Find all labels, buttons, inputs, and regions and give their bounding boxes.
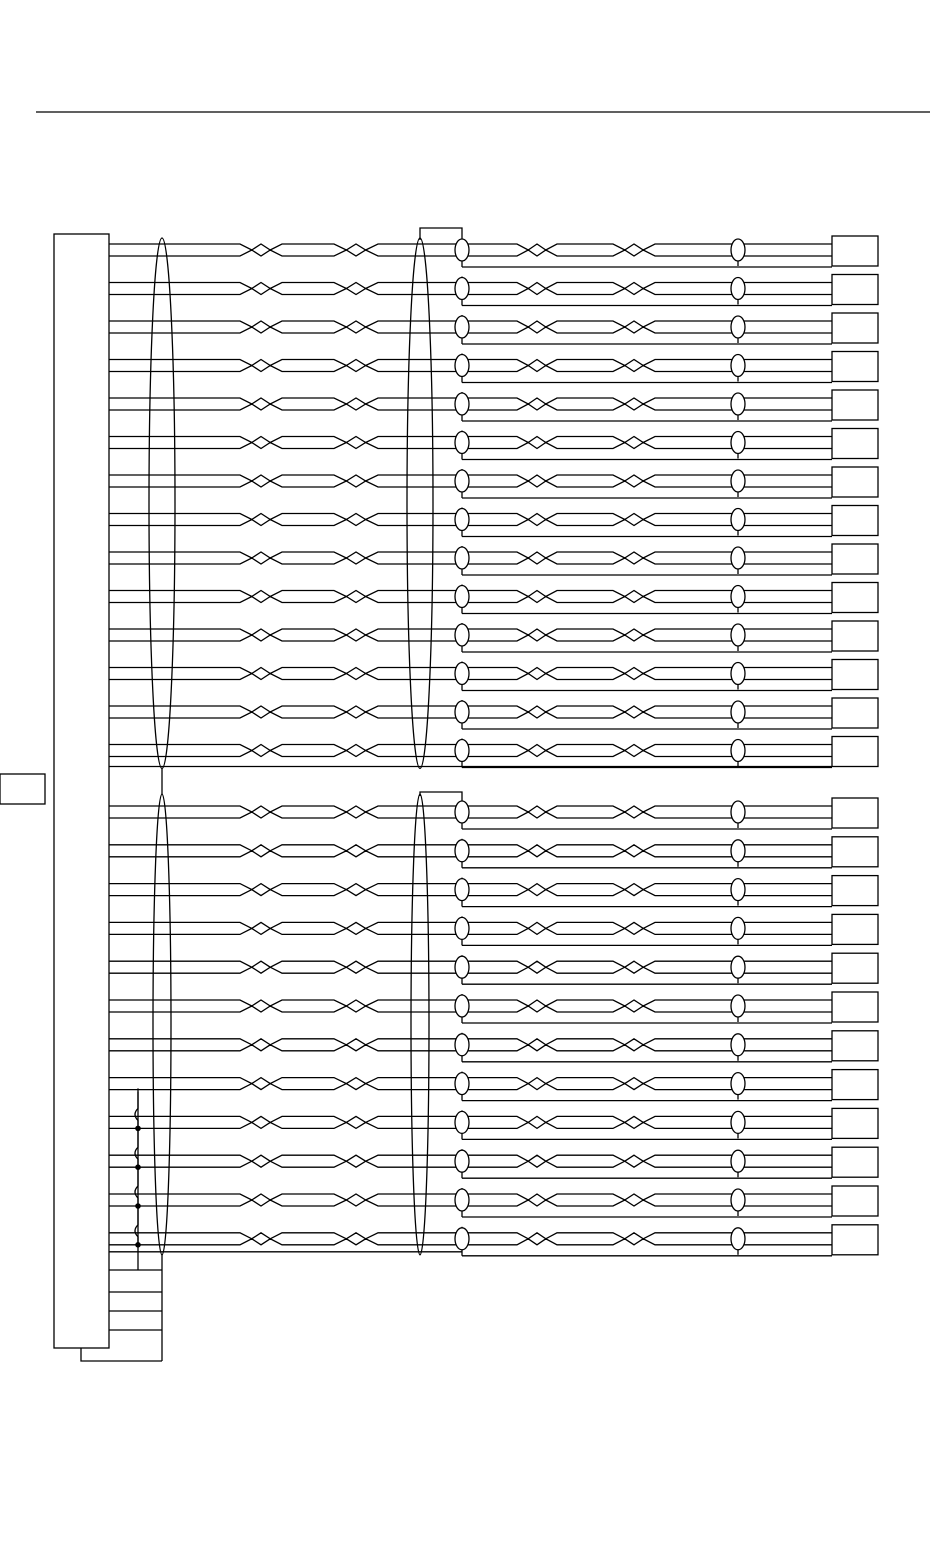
terminal-box	[832, 390, 878, 420]
pair-shield-ring	[731, 278, 745, 300]
conductor-a	[109, 552, 832, 558]
conductor-a	[109, 922, 832, 928]
pair-shield-ring	[455, 879, 469, 901]
conductor-a	[109, 283, 832, 289]
pair-shield-ring	[455, 740, 469, 762]
pair-shield-ring	[455, 1034, 469, 1056]
wire-pair	[109, 737, 878, 768]
overall-shield-lower-right	[411, 794, 429, 1255]
pair-shield-ring	[731, 663, 745, 685]
pair-shield-ring	[455, 509, 469, 531]
pair-shield-ring	[731, 547, 745, 569]
terminal-box	[832, 1031, 878, 1061]
terminal-box	[832, 914, 878, 944]
pair-shield-ring	[455, 1228, 469, 1250]
pair-shield-ring	[731, 1150, 745, 1172]
conductor-a	[109, 360, 832, 366]
pair-shield-ring	[455, 1111, 469, 1133]
conductor-b	[109, 751, 832, 757]
pair-shield-ring	[731, 1034, 745, 1056]
conductor-b	[109, 520, 832, 526]
conductor-b	[109, 597, 832, 603]
pair-shield-ring	[455, 1073, 469, 1095]
pair-shield-ring	[455, 316, 469, 338]
conductor-a	[109, 437, 832, 443]
terminal-box	[832, 660, 878, 690]
conductor-a	[109, 244, 832, 250]
conductor-b	[109, 635, 832, 641]
conductor-a	[109, 591, 832, 597]
main-connector-block	[54, 234, 109, 1348]
conductor-b	[109, 812, 832, 818]
wire-pairs	[109, 236, 878, 1256]
pair-shield-ring	[731, 316, 745, 338]
wire-pair	[109, 1186, 878, 1217]
terminal-box	[832, 737, 878, 767]
wire-pair	[109, 390, 878, 421]
conductor-b	[109, 712, 832, 718]
terminal-box	[832, 506, 878, 536]
overall-shield-upper-right	[407, 238, 433, 769]
wire-pair	[109, 660, 878, 691]
pair-shield-ring	[455, 624, 469, 646]
conductor-a	[109, 629, 832, 635]
terminal-box	[832, 1070, 878, 1100]
pair-shield-ring	[455, 917, 469, 939]
conductor-b	[109, 1161, 832, 1167]
conductor-b	[109, 1006, 832, 1012]
conductor-b	[109, 1084, 832, 1090]
pair-shield-ring	[455, 239, 469, 261]
pair-shield-ring	[455, 1189, 469, 1211]
conductor-a	[109, 706, 832, 712]
terminal-box	[832, 236, 878, 266]
terminal-box	[832, 467, 878, 497]
overall-shield-upper-left	[149, 238, 175, 769]
pair-shield-ring	[731, 840, 745, 862]
pair-shield-ring	[731, 1228, 745, 1250]
conductor-a	[109, 745, 832, 751]
conductor-a	[109, 961, 832, 967]
conductor-b	[109, 558, 832, 564]
wire-pair	[109, 544, 878, 575]
pair-shield-ring	[731, 509, 745, 531]
wire-pair	[109, 1031, 878, 1062]
wire-pair	[109, 1147, 878, 1178]
pair-shield-ring	[731, 956, 745, 978]
conductor-b	[109, 404, 832, 410]
pair-shield-ring	[455, 355, 469, 377]
wire-pair	[109, 236, 878, 267]
pair-shield-ring	[731, 393, 745, 415]
conductor-a	[109, 1233, 832, 1239]
wire-pair	[109, 876, 878, 907]
conductor-b	[109, 1200, 832, 1206]
terminal-box	[832, 621, 878, 651]
terminal-box	[832, 313, 878, 343]
wire-pair	[109, 429, 878, 460]
conductor-a	[109, 884, 832, 890]
terminal-box	[832, 953, 878, 983]
pair-shield-ring	[731, 1073, 745, 1095]
conductor-b	[109, 674, 832, 680]
pair-shield-ring	[731, 801, 745, 823]
wire-pair	[109, 1108, 878, 1139]
wire-pair	[109, 275, 878, 306]
conductor-b	[109, 1239, 832, 1245]
wire-pair	[109, 837, 878, 868]
shield-drain	[420, 228, 462, 240]
terminal-box	[832, 544, 878, 574]
pair-shield-ring	[455, 663, 469, 685]
conductor-a	[109, 398, 832, 404]
pair-shield-ring	[455, 393, 469, 415]
conductor-a	[109, 1116, 832, 1122]
conductor-b	[109, 289, 832, 295]
pair-shield-ring	[455, 956, 469, 978]
wire-pair	[109, 467, 878, 498]
conductor-a	[109, 514, 832, 520]
pair-shield-ring	[455, 547, 469, 569]
terminal-box	[832, 275, 878, 305]
conductor-a	[109, 1194, 832, 1200]
pair-shield-ring	[455, 801, 469, 823]
terminal-box	[832, 1108, 878, 1138]
terminal-box	[832, 876, 878, 906]
pair-shield-ring	[455, 995, 469, 1017]
conductor-a	[109, 806, 832, 812]
conductor-a	[109, 1155, 832, 1161]
wire-pair	[109, 798, 878, 829]
conductor-a	[109, 1039, 832, 1045]
conductor-b	[109, 1045, 832, 1051]
pair-shield-ring	[731, 740, 745, 762]
terminal-box	[832, 1147, 878, 1177]
terminal-box	[832, 1225, 878, 1255]
wire-pair	[109, 992, 878, 1023]
pair-shield-ring	[455, 470, 469, 492]
pair-shield-ring	[731, 1189, 745, 1211]
pair-shield-ring	[731, 701, 745, 723]
conductor-b	[109, 481, 832, 487]
conductor-a	[109, 321, 832, 327]
terminal-box	[832, 352, 878, 382]
shield-drain	[420, 792, 462, 800]
pair-shield-ring	[731, 917, 745, 939]
terminal-box	[832, 429, 878, 459]
conductor-b	[109, 250, 832, 256]
overall-shield-lower-left	[153, 794, 171, 1255]
conductor-b	[109, 928, 832, 934]
conductor-a	[109, 475, 832, 481]
conductor-b	[109, 443, 832, 449]
conductor-a	[109, 1078, 832, 1084]
wire-pair	[109, 914, 878, 945]
terminal-box	[832, 583, 878, 613]
wire-pair	[109, 621, 878, 652]
conductor-a	[109, 845, 832, 851]
pair-shield-ring	[455, 1150, 469, 1172]
wire-pair	[109, 698, 878, 729]
wire-pair	[109, 506, 878, 537]
terminal-box	[832, 698, 878, 728]
side-terminal-box	[0, 774, 45, 804]
conductor-a	[109, 668, 832, 674]
wire-pair	[109, 1070, 878, 1101]
pair-shield-ring	[731, 432, 745, 454]
pair-shield-ring	[455, 840, 469, 862]
wire-pair	[109, 583, 878, 614]
pair-shield-ring	[731, 624, 745, 646]
conductor-b	[109, 890, 832, 896]
conductor-a	[109, 1000, 832, 1006]
wire-pair	[109, 953, 878, 984]
pair-shield-ring	[455, 278, 469, 300]
wire-pair	[109, 352, 878, 383]
pair-shield-ring	[731, 239, 745, 261]
pair-shield-ring	[455, 432, 469, 454]
conductor-b	[109, 967, 832, 973]
ground-return	[81, 1348, 162, 1361]
pair-shield-ring	[455, 586, 469, 608]
pair-shield-ring	[731, 995, 745, 1017]
ground-bus	[81, 1088, 162, 1361]
pair-shield-ring	[731, 1111, 745, 1133]
pair-shield-ring	[731, 586, 745, 608]
conductor-b	[109, 851, 832, 857]
wire-pair	[109, 313, 878, 344]
conductor-b	[109, 1122, 832, 1128]
pair-shield-ring	[731, 879, 745, 901]
terminal-box	[832, 837, 878, 867]
conductor-b	[109, 366, 832, 372]
pair-shield-ring	[731, 470, 745, 492]
pair-shield-ring	[731, 355, 745, 377]
terminal-box	[832, 992, 878, 1022]
conductor-b	[109, 327, 832, 333]
pair-shield-ring	[455, 701, 469, 723]
terminal-box	[832, 798, 878, 828]
terminal-box	[832, 1186, 878, 1216]
